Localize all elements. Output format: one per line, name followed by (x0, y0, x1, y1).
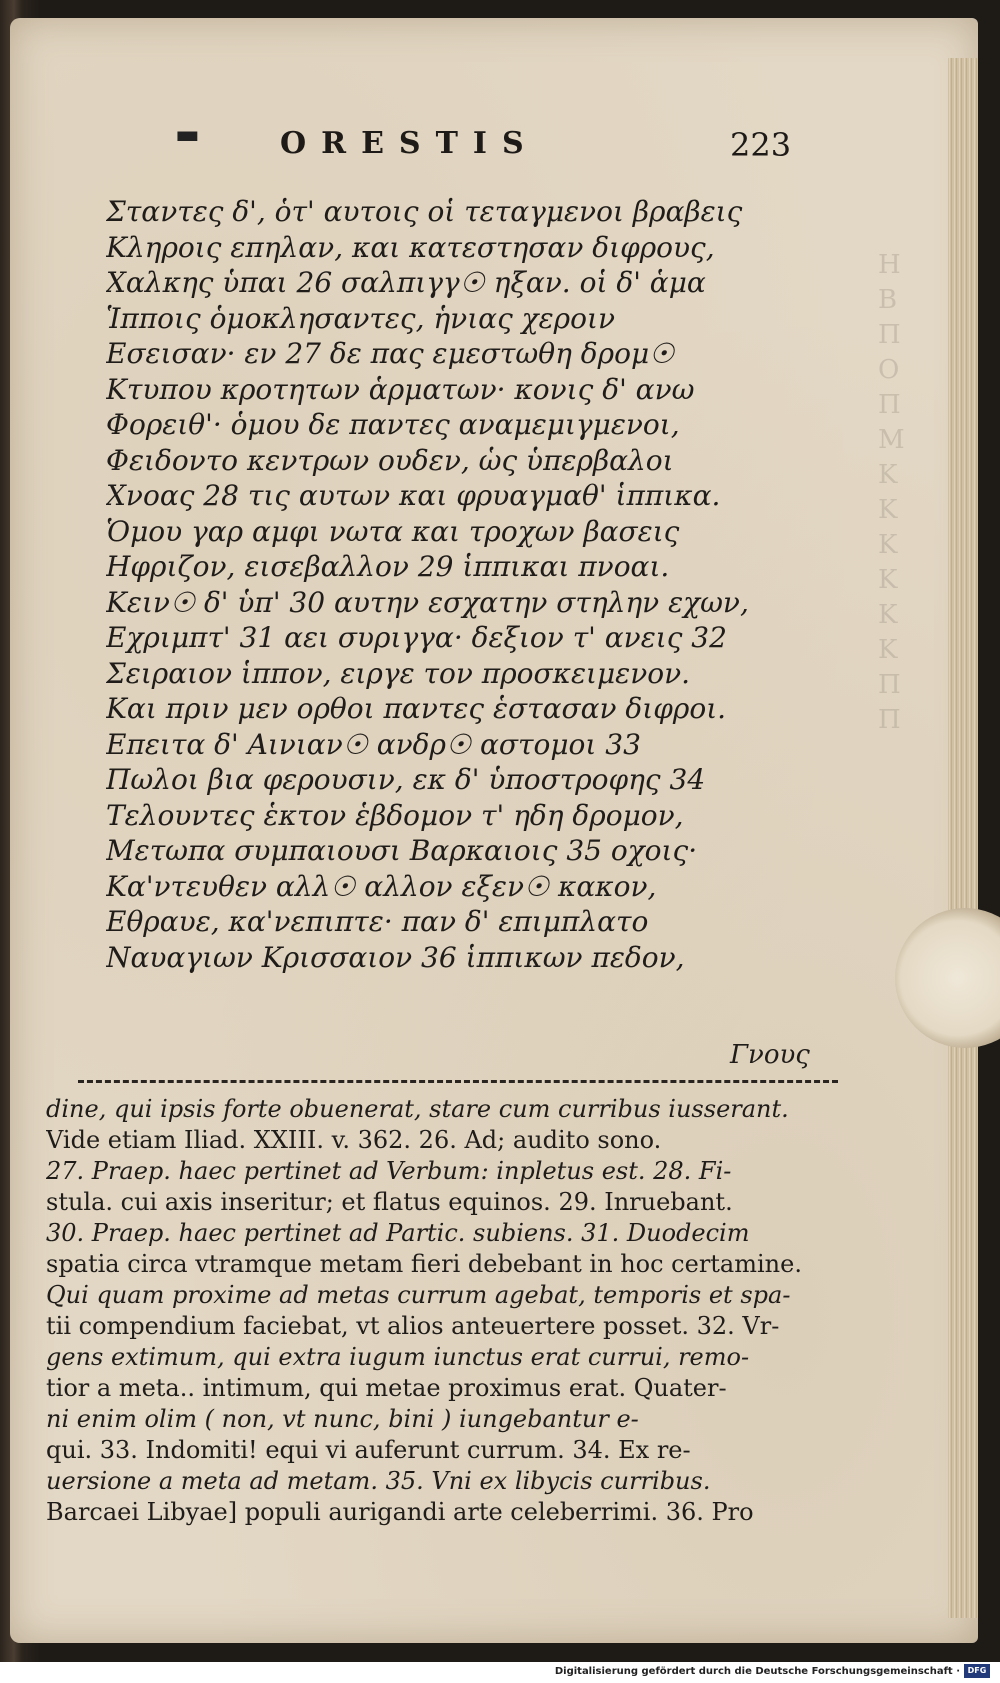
footnote-line: Barcaei Libyae] populi aurigandi arte celeberrimi. 36. Pro (46, 1498, 754, 1526)
footnote-line: Qui quam proxime ad metas currum agebat, temporis et spa- (46, 1281, 791, 1309)
verse-line: Ηφριζον, εισεβαλλον 29 ἱππικαι πνοαι. (106, 550, 670, 583)
page-edges (948, 58, 978, 1618)
footnote-line: ni enim olim ( non, vt nunc, bini ) iungebantur e- (46, 1405, 639, 1433)
footnote-line: qui. 33. Indomiti! equi vi auferunt currum. 34. Ex re- (46, 1436, 691, 1464)
verse-line: Κειν☉ δ' ὑπ' 30 αυτην εσχατην στηλην εχων, (106, 585, 749, 619)
bleed-through-text: Η Β Π Ο Π Μ Κ Κ Κ Κ Κ Κ Π Π (878, 250, 905, 735)
footnote-line: tior a meta.. intimum, qui metae proximus erat. Quater- (46, 1374, 727, 1402)
footnote-line: dine, qui ipsis forte obuenerat, stare cum curribus iusserant. (46, 1095, 789, 1123)
verse-line: Εσεισαν· εν 27 δε πας εμεστωθη δρομ☉ (106, 337, 675, 370)
footnote-line: 27. Praep. haec pertinet ad Verbum: inpletus est. 28. Fi- (46, 1157, 732, 1185)
verse-line: Χνοας 28 τις αυτων και φρυαγμαθ' ἱππικα. (106, 479, 721, 512)
verse-line: Φειδοντο κεντρων ουδεν, ὡς ὑπερβαλοι (106, 443, 674, 477)
verse-line: Πωλοι βια φερουσιν, εκ δ' ὑποστροφης 34 (106, 763, 706, 796)
verse-line: Επειτα δ' Αινιαν☉ ανδρ☉ αστομοι 33 (106, 727, 641, 761)
verse-line: Κα'ντευθεν αλλ☉ αλλον εξεν☉ κακον, (106, 869, 657, 903)
page-header (100, 120, 820, 166)
page-number: 223 (730, 126, 792, 164)
verse-line: Σειραιον ἱππον, ειργε τον προσκειμενον. (106, 656, 691, 690)
verse-line: Χαλκης ὑπαι 26 σαλπιγγ☉ ηξαν. οἱ δ' ἁμα (106, 266, 706, 299)
footnote-line: gens extimum, qui extra iugum iunctus erat currui, remo- (46, 1343, 750, 1371)
verse-line: Και πριν μεν ορθοι παντες ἑστασαν διφροι. (106, 692, 727, 725)
verse-line: Κληροις επηλαν, και κατεστησαν διφρους, (106, 230, 715, 264)
footnote-line: tii compendium faciebat, vt alios anteuertere posset. 32. Vr- (46, 1312, 780, 1340)
running-title: ORESTIS (280, 126, 539, 161)
funding-credit: Digitalisierung gefördert durch die Deutsche Forschungsgemeinschaft · (554, 1666, 960, 1677)
verse-line: Μετωπα συμπαιουσι Βαρκαιοις 35 οχοις· (106, 834, 698, 867)
book-page (10, 18, 978, 1643)
greek-verse-block (106, 194, 866, 975)
latin-footnotes (46, 1094, 846, 1528)
verse-line: Ἱπποις ὁμοκλησαντες, ἡνιας χεροιν (106, 301, 615, 335)
dfg-logo-icon: DFG (964, 1664, 990, 1678)
verse-line: Ναυαγιων Κρισσαιον 36 ἱππικων πεδον, (106, 940, 685, 974)
footnote-line: Vide etiam Iliad. XXIII. v. 362. 26. Ad; audito sono. (46, 1126, 662, 1154)
footnote-line: uersione a meta ad metam. 35. Vni ex libycis curribus. (46, 1467, 711, 1495)
footnote-line: spatia circa vtramque metam fieri debebant in hoc certamine. (46, 1250, 802, 1278)
verse-line: Κτυπου κροτητων ἁρματων· κονις δ' ανω (106, 372, 695, 406)
verse-line: Εθραυε, κα'νεπιπτε· παν δ' επιμπλατο (106, 905, 649, 938)
footnote-line: stula. cui axis inseritur; et flatus equinos. 29. Inruebant. (46, 1188, 733, 1216)
verse-line: Φορειθ'· ὁμου δε παντες αναμεμιγμενοι, (106, 408, 680, 441)
verse-line: Εχριμπτ' 31 αει συριγγα· δεξιον τ' ανεις 32 (106, 621, 727, 654)
verse-line: Ὁμου γαρ αμφι νωτα και τροχων βασεις (106, 514, 680, 548)
footnote-line: 30. Praep. haec pertinet ad Partic. subiens. 31. Duodecim (46, 1219, 750, 1247)
footnote-separator-rule (78, 1080, 838, 1083)
header-mark: ▬ (175, 120, 200, 150)
catchword: Γνους (730, 1040, 810, 1070)
verse-line: Τελουντες ἑκτον ἑβδομον τ' ηδη δρομον, (106, 798, 684, 832)
verse-line: Σταντες δ', ὁτ' αυτοις οἱ τεταγμενοι βραβεις (106, 195, 743, 228)
